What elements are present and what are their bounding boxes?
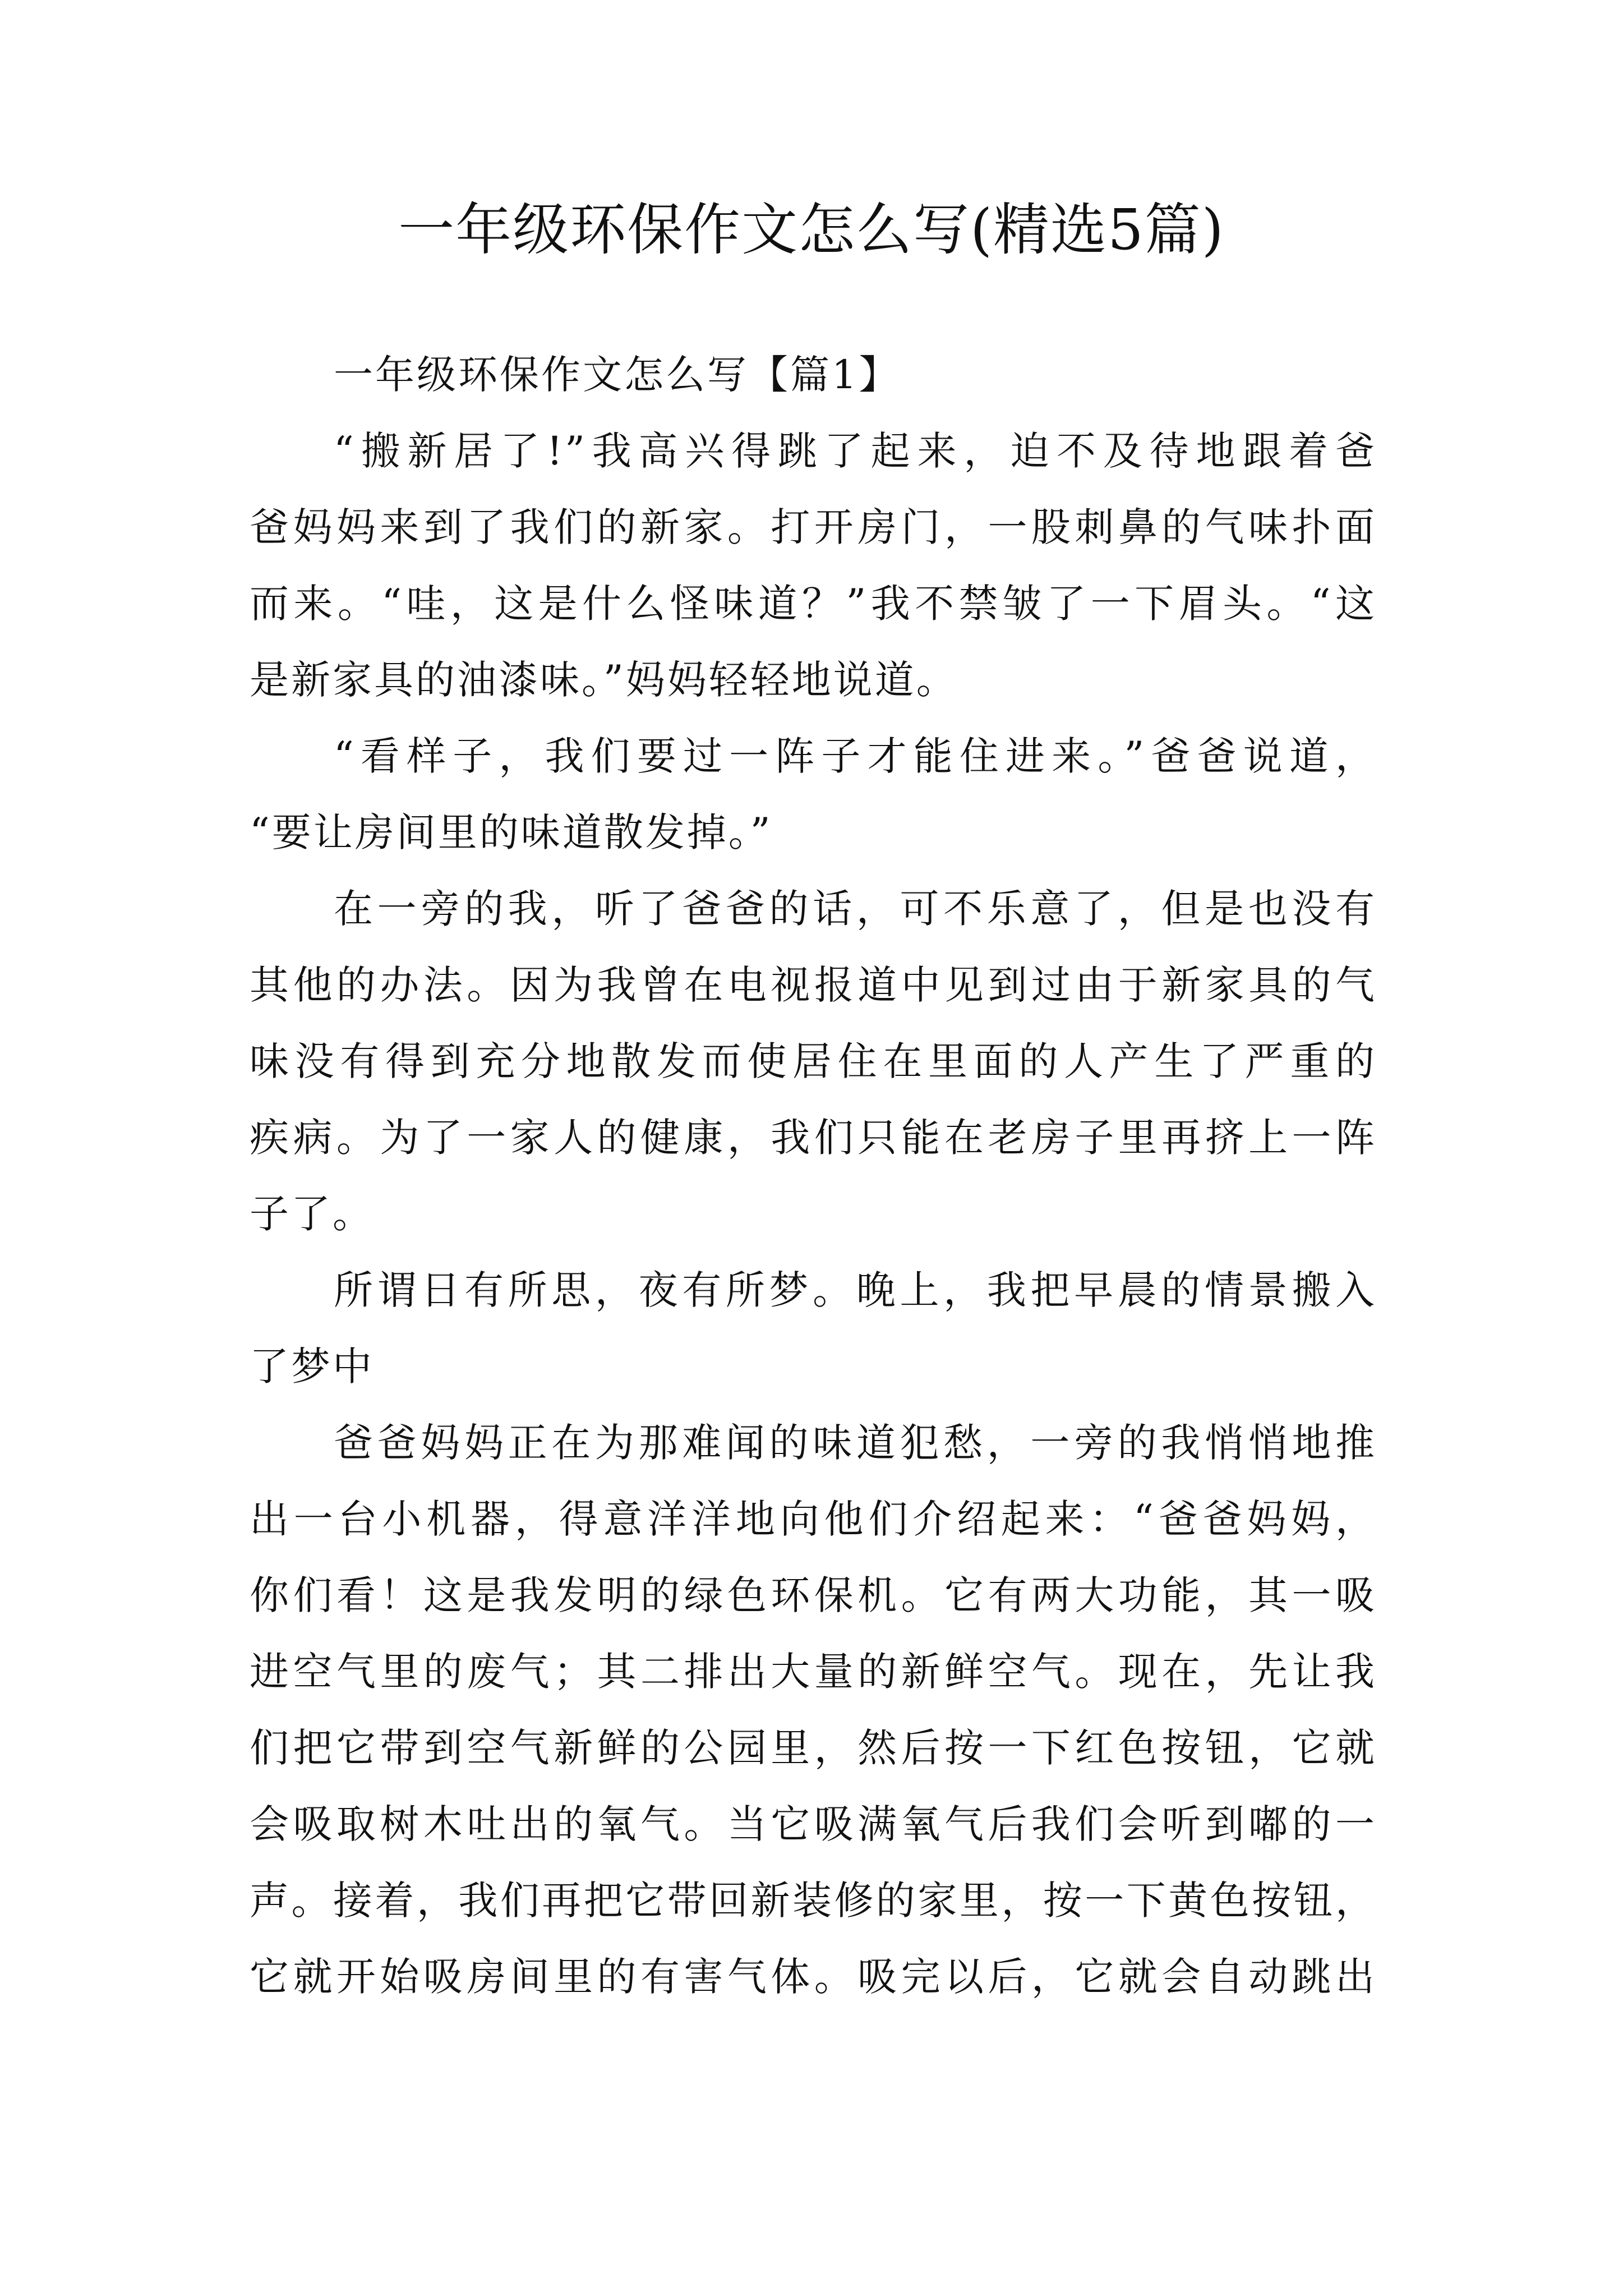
- text-line: 出一台小机器，得意洋洋地向他们介绍起来：“爸爸妈妈，: [250, 1496, 1377, 1542]
- text-line: 而来。“哇，这是什么怪味道？”我不禁皱了一下眉头。“这: [250, 581, 1377, 627]
- text-line: 子了。: [250, 1191, 374, 1237]
- text-line: 其他的办法。因为我曾在电视报道中见到过由于新家具的气: [250, 962, 1377, 1008]
- text-line: 所谓日有所思，夜有所梦。晚上，我把早晨的情景搬入: [334, 1267, 1377, 1313]
- text-line: 疾病。为了一家人的健康，我们只能在老房子里再挤上一阵: [250, 1115, 1377, 1161]
- text-line: “看样子，我们要过一阵子才能住进来。”爸爸说道，: [334, 733, 1377, 779]
- text-line: 进空气里的废气；其二排出大量的新鲜空气。现在，先让我: [250, 1649, 1377, 1695]
- text-line: 们把它带到空气新鲜的公园里，然后按一下红色按钮，它就: [250, 1725, 1377, 1771]
- document-body: [250, 337, 1377, 2015]
- text-line: 声。接着，我们再把它带回新装修的家里，按一下黄色按钮，: [250, 1878, 1377, 1924]
- text-line: “要让房间里的味道散发掉。”: [250, 809, 773, 855]
- text-line: 了梦中: [250, 1343, 374, 1389]
- text-line: 爸妈妈来到了我们的新家。打开房门，一股刺鼻的气味扑面: [250, 504, 1377, 550]
- text-line: 是新家具的油漆味。”妈妈轻轻地说道。: [250, 657, 958, 703]
- text-line: 它就开始吸房间里的有害气体。吸完以后，它就会自动跳出: [250, 1954, 1377, 2000]
- text-line: 在一旁的我，听了爸爸的话，可不乐意了，但是也没有: [334, 886, 1377, 932]
- document-title: 一年级环保作文怎么写(精选5篇): [398, 197, 1225, 263]
- text-line: 味没有得到充分地散发而使居住在里面的人产生了严重的: [250, 1038, 1377, 1084]
- text-line: 你们看！这是我发明的绿色环保机。它有两大功能，其一吸: [250, 1572, 1377, 1618]
- text-line: “搬新居了!”我高兴得跳了起来，迫不及待地跟着爸: [334, 428, 1377, 474]
- text-line: 一年级环保作文怎么写【篇1】: [334, 352, 901, 398]
- text-line: 爸爸妈妈正在为那难闻的味道犯愁，一旁的我悄悄地推: [334, 1420, 1377, 1466]
- text-line: 会吸取树木吐出的氧气。当它吸满氧气后我们会听到嘟的一: [250, 1801, 1377, 1847]
